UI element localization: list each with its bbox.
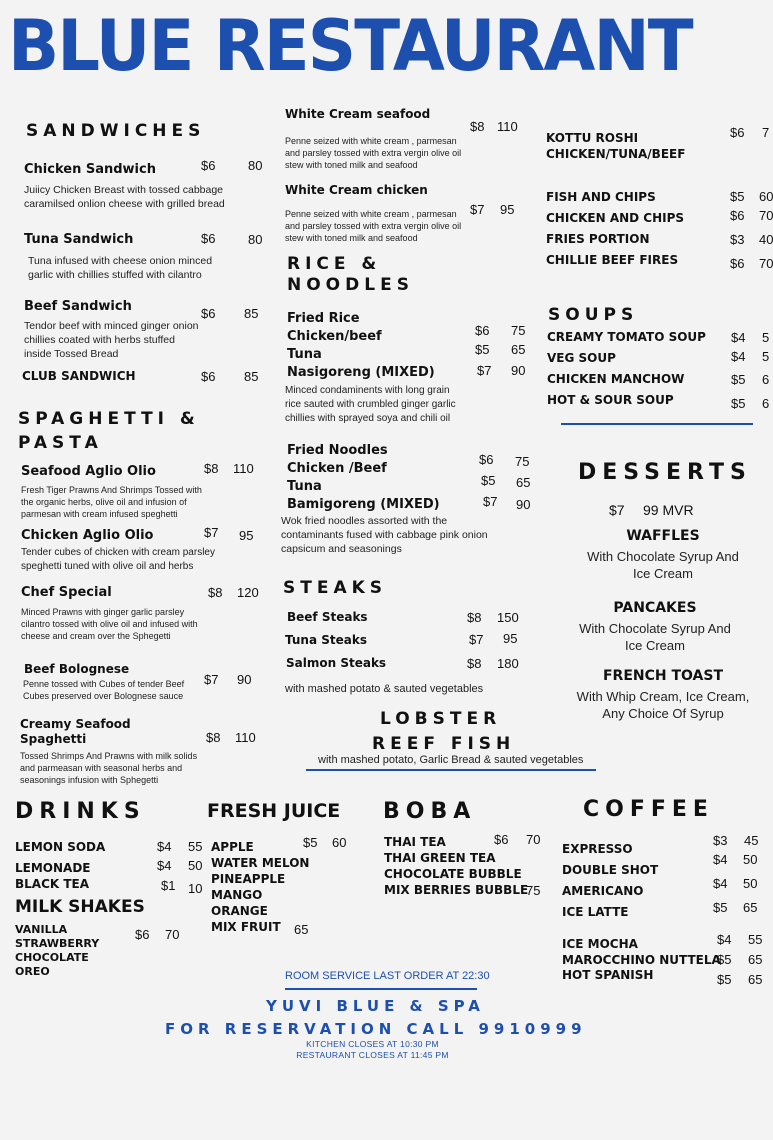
item-mvr: 95 bbox=[503, 631, 518, 646]
item-price: $3 bbox=[713, 833, 728, 848]
item-name: VEG SOUP bbox=[547, 351, 616, 365]
item-mvr: 65 bbox=[516, 475, 531, 490]
dessert-name: FRENCH TOAST bbox=[602, 668, 724, 684]
item-mvr: 120 bbox=[237, 585, 259, 600]
item-price: $5 bbox=[730, 189, 745, 204]
item-mvr: 80 bbox=[248, 158, 263, 173]
item-price: $6 bbox=[730, 208, 745, 223]
steaks-heading: STEAKS bbox=[283, 578, 388, 598]
item-price: $6 bbox=[201, 369, 216, 384]
dessert-desc-2: Any Choice Of Syrup bbox=[602, 706, 724, 721]
item-price: $5 bbox=[717, 972, 732, 987]
rice-heading: RICE & bbox=[287, 254, 382, 274]
item-name: Beef Steaks bbox=[287, 610, 368, 624]
juice-mvr: 60 bbox=[332, 835, 347, 850]
dessert-item bbox=[563, 668, 763, 722]
item-name: CHICKEN AND CHIPS bbox=[546, 211, 685, 225]
item-price: $5 bbox=[717, 952, 732, 967]
item-price: $6 bbox=[475, 323, 490, 338]
dessert-name: PANCAKES bbox=[613, 600, 697, 616]
milk-price: $6 bbox=[135, 927, 150, 942]
list-item: CHOCOLATE bbox=[15, 951, 89, 964]
dessert-desc: With Chocolate Syrup And bbox=[579, 621, 731, 636]
dessert-item bbox=[563, 528, 763, 582]
item-mvr: 90 bbox=[516, 497, 531, 512]
item-name: Nasigoreng (MIXED) bbox=[287, 365, 435, 380]
pasta-heading-2: PASTA bbox=[18, 433, 103, 453]
list-item: MIX FRUIT bbox=[211, 920, 281, 934]
item-description: Tendor beef with minced ginger onion chillies coated with herbs stuffed inside Tossed Bread bbox=[24, 320, 199, 360]
item-price: $5 bbox=[713, 900, 728, 915]
desserts-heading: DESSERTS bbox=[578, 460, 752, 485]
milk-mvr: 70 bbox=[165, 927, 180, 942]
item-description: Penne seized with white cream , parmesan and parsley tossed with extra vergin olive oil stew with toned milk and seafood bbox=[285, 209, 462, 243]
item-price: $7 bbox=[477, 363, 492, 378]
reservation-line: FOR RESERVATION CALL 9910999 bbox=[165, 1020, 587, 1038]
item-mvr: 110 bbox=[235, 730, 256, 745]
item-price: $4 bbox=[731, 330, 746, 345]
sandwiches-heading: SANDWICHES bbox=[26, 121, 206, 141]
item-description: Juiicy Chicken Breast with tossed cabbage caramilsed onlion cheese with grilled bread bbox=[24, 184, 225, 210]
list-item: CHOCOLATE BUBBLE bbox=[384, 867, 522, 881]
item-name: AMERICANO bbox=[562, 884, 644, 898]
divider bbox=[306, 769, 596, 771]
list-item: VANILLA bbox=[15, 923, 68, 936]
item-price: $8 bbox=[206, 730, 221, 745]
item-name: White Cream chicken bbox=[285, 183, 428, 197]
item-name: White Cream seafood bbox=[285, 107, 431, 121]
fresh-juice-heading: FRESH JUICE bbox=[207, 800, 341, 822]
item-mvr: 65 bbox=[511, 342, 526, 357]
item-mvr: 110 bbox=[497, 119, 518, 134]
item-price: $4 bbox=[713, 876, 728, 891]
item-name: CREAMY TOMATO SOUP bbox=[547, 330, 706, 344]
divider bbox=[561, 423, 753, 425]
item-mvr: 85 bbox=[244, 369, 259, 384]
item-description: Penne seized with white cream , parmesan and parsley tossed with extra vergin olive oil stew with toned milk and seafood bbox=[285, 136, 462, 170]
item-price: $4 bbox=[157, 858, 172, 873]
item-name: Creamy Seafood bbox=[20, 717, 131, 731]
desserts-price: $7 bbox=[609, 502, 625, 518]
list-item: THAI TEA bbox=[384, 835, 446, 849]
item-name: FRIES PORTION bbox=[546, 232, 650, 246]
noodle-description: Wok fried noodles assorted with the contaminants fused with cabbage pink onion capsicum and seasonings bbox=[281, 515, 488, 555]
item-mvr: 110 bbox=[233, 461, 254, 476]
item-mvr: 40 bbox=[759, 232, 773, 247]
dessert-name: WAFFLES bbox=[626, 528, 700, 544]
restaurant-title: BLUE RESTAURANT bbox=[8, 5, 692, 87]
item-name: KOTTU ROSHI bbox=[546, 131, 639, 145]
item-mvr: 6 bbox=[762, 372, 770, 387]
item-name: Tuna bbox=[287, 347, 322, 362]
item-name: Chicken Sandwich bbox=[24, 162, 156, 177]
rice-description: Minced condaminents with long grain rice sauted with crumbled ginger garlic chillies with sprayed soya and chili oil bbox=[285, 385, 456, 424]
item-mvr: 90 bbox=[237, 672, 252, 687]
item-mvr: 150 bbox=[497, 610, 519, 625]
item-price: $4 bbox=[713, 852, 728, 867]
item-price: $7 bbox=[204, 525, 219, 540]
item-mvr: 55 bbox=[188, 839, 203, 854]
item-price: $3 bbox=[730, 232, 745, 247]
item-name: Chicken/beef bbox=[287, 329, 382, 344]
item-price: $5 bbox=[731, 396, 746, 411]
item-price: $1 bbox=[161, 878, 176, 893]
list-item: THAI GREEN TEA bbox=[384, 851, 496, 865]
item-name: HOT SPANISH bbox=[562, 968, 654, 982]
boba-mvr: 70 bbox=[526, 832, 541, 847]
boba-mix-mvr: 75 bbox=[526, 883, 541, 898]
item-mvr: 75 bbox=[511, 323, 526, 338]
steaks-note: with mashed potato & sauted vegetables bbox=[285, 683, 484, 695]
item-name: Chef Special bbox=[21, 585, 112, 600]
list-item: STRAWBERRY bbox=[15, 937, 100, 950]
item-description: Tender cubes of chicken with cream parsley speghetti tuned with olive oil and herbs bbox=[21, 547, 215, 572]
item-mvr: 85 bbox=[244, 306, 259, 321]
boba-heading: BOBA bbox=[383, 799, 477, 824]
item-price: $7 bbox=[204, 672, 219, 687]
item-name: Chicken /Beef bbox=[287, 461, 387, 476]
item-price: $6 bbox=[201, 306, 216, 321]
divider bbox=[285, 988, 477, 990]
item-price: $8 bbox=[467, 610, 482, 625]
item-price: $7 bbox=[470, 202, 485, 217]
item-description: Penne tossed with Cubes of tender Beef Cubes preserved over Bolognese sauce bbox=[23, 679, 185, 701]
item-mvr: 45 bbox=[744, 833, 759, 848]
milk-shakes-heading: MILK SHAKES bbox=[15, 897, 145, 917]
item-name-2: Spaghetti bbox=[20, 732, 87, 746]
juice-price: $5 bbox=[303, 835, 318, 850]
boba-price: $6 bbox=[494, 832, 509, 847]
item-name: Tuna Sandwich bbox=[24, 232, 134, 247]
spa-name: YUVI BLUE & SPA bbox=[266, 997, 485, 1015]
item-price: $5 bbox=[481, 473, 496, 488]
item-name: LEMON SODA bbox=[15, 840, 106, 854]
item-mvr: 6 bbox=[762, 396, 770, 411]
mix-fruit-mvr: 65 bbox=[294, 922, 309, 937]
dessert-item bbox=[555, 600, 755, 654]
list-item: WATER MELON bbox=[211, 856, 310, 870]
item-price: $5 bbox=[475, 342, 490, 357]
item-name: Salmon Steaks bbox=[286, 656, 387, 670]
lobster-heading: LOBSTER bbox=[380, 709, 502, 729]
kitchen-hours: KITCHEN CLOSES AT 10:30 PM bbox=[306, 1039, 439, 1049]
item-name: ICE MOCHA bbox=[562, 937, 638, 951]
item-name: CLUB SANDWICH bbox=[22, 369, 136, 383]
item-name-2: CHICKEN/TUNA/BEEF bbox=[546, 147, 686, 161]
soups-heading: SOUPS bbox=[548, 305, 639, 325]
item-name: Beef Bolognese bbox=[24, 662, 130, 676]
item-mvr: 50 bbox=[743, 852, 758, 867]
item-description: Fresh Tiger Prawns And Shrimps Tossed with the organic herbs, olive oil and infusion of parmesan with cream infused speghetti bbox=[21, 485, 202, 519]
item-description: Tossed Shrimps And Prawns with milk solids and parmeasan with seasonal herbs and seasonings infusion with Sphegetti bbox=[20, 751, 198, 785]
coffee-heading: COFFEE bbox=[583, 797, 714, 822]
dessert-desc-2: Ice Cream bbox=[625, 638, 685, 653]
item-price: $6 bbox=[730, 256, 745, 271]
item-mvr: 5 bbox=[762, 349, 770, 364]
pasta-heading: SPAGHETTI & bbox=[18, 409, 200, 429]
item-price: $7 bbox=[469, 632, 484, 647]
fried-noodles-label: Fried Noodles bbox=[287, 443, 388, 458]
item-mvr: 5 bbox=[762, 330, 770, 345]
item-name: LEMONADE bbox=[15, 861, 91, 875]
item-mvr: 95 bbox=[500, 202, 515, 217]
item-mvr: 70 bbox=[759, 256, 773, 271]
item-price: $4 bbox=[731, 349, 746, 364]
item-price: $8 bbox=[467, 656, 482, 671]
item-name: CHILLIE BEEF FIRES bbox=[546, 253, 679, 267]
lobster-note: with mashed potato, Garlic Bread & sauted vegetables bbox=[318, 754, 584, 766]
room-service-note: ROOM SERVICE LAST ORDER AT 22:30 bbox=[285, 970, 490, 982]
item-price: $6 bbox=[730, 125, 745, 140]
item-name: Tuna bbox=[287, 479, 322, 494]
item-price: $8 bbox=[204, 461, 219, 476]
item-name: FISH AND CHIPS bbox=[546, 190, 656, 204]
item-mvr: 95 bbox=[239, 528, 254, 543]
dessert-desc: With Whip Cream, Ice Cream, bbox=[576, 689, 750, 704]
item-price: $6 bbox=[201, 158, 216, 173]
list-item: ORANGE bbox=[211, 904, 268, 918]
item-mvr: 60 bbox=[759, 189, 773, 204]
item-name: EXPRESSO bbox=[562, 842, 633, 856]
item-mvr: 80 bbox=[248, 232, 263, 247]
item-name: HOT & SOUR SOUP bbox=[547, 393, 674, 407]
desserts-mvr: 99 MVR bbox=[643, 502, 694, 518]
item-price: $6 bbox=[201, 231, 216, 246]
item-mvr: 10 bbox=[188, 881, 203, 896]
item-name: ICE LATTE bbox=[562, 905, 629, 919]
item-mvr: 55 bbox=[748, 932, 763, 947]
item-mvr: 50 bbox=[188, 858, 203, 873]
item-name: DOUBLE SHOT bbox=[562, 863, 659, 877]
item-name: Chicken Aglio Olio bbox=[21, 528, 154, 543]
list-item: PINEAPPLE bbox=[211, 872, 286, 886]
item-mvr: 65 bbox=[743, 900, 758, 915]
item-price: $8 bbox=[208, 585, 223, 600]
item-price: $4 bbox=[157, 839, 172, 854]
item-name: Beef Sandwich bbox=[24, 299, 132, 314]
dessert-desc-2: Ice Cream bbox=[633, 566, 693, 581]
item-price: $6 bbox=[479, 452, 494, 467]
list-item: OREO bbox=[15, 965, 50, 978]
dessert-desc: With Chocolate Syrup And bbox=[587, 549, 739, 564]
item-mvr: 7 bbox=[762, 125, 770, 140]
reef-fish-heading: REEF FISH bbox=[372, 734, 516, 754]
list-item: MANGO bbox=[211, 888, 263, 902]
item-price: $5 bbox=[731, 372, 746, 387]
item-name: MAROCCHINO NUTTELA bbox=[562, 953, 721, 967]
item-name: BLACK TEA bbox=[15, 877, 90, 891]
item-mvr: 65 bbox=[748, 952, 763, 967]
item-description: Tuna infused with cheese onion minced garlic with chillies stuffed with cilantro bbox=[28, 255, 213, 281]
item-description: Minced Prawns with ginger garlic parsley cilantro tossed with olive oil and infused with cheese and cream over the Sphegetti bbox=[21, 607, 198, 641]
item-mvr: 180 bbox=[497, 656, 519, 671]
item-name: CHICKEN MANCHOW bbox=[547, 372, 685, 386]
item-price: $7 bbox=[483, 494, 498, 509]
item-name: Seafood Aglio Olio bbox=[21, 464, 156, 479]
item-price: $4 bbox=[717, 932, 732, 947]
item-mvr: 70 bbox=[759, 208, 773, 223]
restaurant-hours: RESTAURANT CLOSES AT 11:45 PM bbox=[296, 1050, 449, 1060]
drinks-heading: DRINKS bbox=[15, 799, 146, 824]
item-mvr: 65 bbox=[748, 972, 763, 987]
fried-rice-label: Fried Rice bbox=[287, 311, 360, 326]
item-mvr: 90 bbox=[511, 363, 526, 378]
item-mvr: 50 bbox=[743, 876, 758, 891]
item-price: $8 bbox=[470, 119, 485, 134]
list-item: APPLE bbox=[211, 840, 254, 854]
noodles-heading: NOODLES bbox=[287, 275, 414, 295]
item-mvr: 75 bbox=[515, 454, 530, 469]
item-name: Bamigoreng (MIXED) bbox=[287, 497, 440, 512]
item-name: Tuna Steaks bbox=[285, 633, 367, 647]
list-item: MIX BERRIES BUBBLE bbox=[384, 883, 529, 897]
